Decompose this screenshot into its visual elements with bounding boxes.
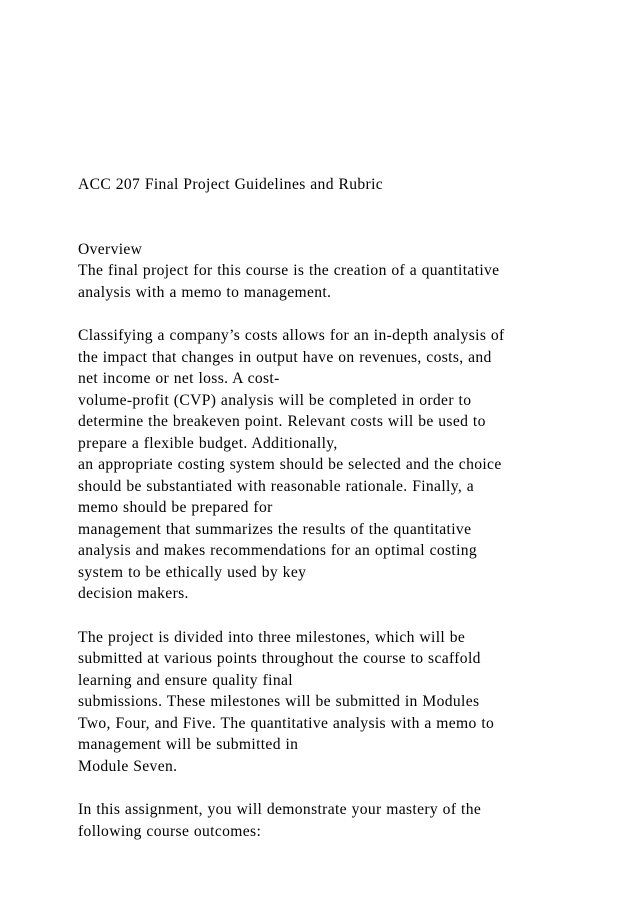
paragraph-line: learning and ensure quality final: [78, 671, 293, 689]
paragraph-line: following course outcomes:: [78, 822, 262, 840]
paragraph-line: Classifying a company’s costs allows for an in-depth analysis of: [78, 327, 505, 344]
paragraph-line: net income or net loss. A cost-: [78, 370, 280, 387]
paragraph-line: The project is divided into three milestones, which will be: [78, 628, 466, 646]
spacer: [78, 605, 578, 627]
paragraph-line: decision makers.: [78, 585, 189, 602]
paragraph-line: In this assignment, you will demonstrate your mastery of the: [78, 801, 482, 818]
paragraph-line: memo should be prepared for: [78, 499, 273, 516]
paragraph-line: should be substantiated with reasonable rationale. Finally, a: [78, 477, 474, 495]
paragraph-line: determine the breakeven point. Relevant costs will be used to: [78, 413, 486, 430]
paragraph-line: volume-profit (CVP) analysis will be completed in order to: [78, 391, 472, 409]
paragraph-intro: [78, 260, 578, 303]
paragraph-line: the impact that changes in output have on revenues, costs, and: [78, 348, 492, 366]
paragraph-line: submitted at various points throughout the course to scaffold: [78, 650, 481, 667]
paragraph-line: analysis with a memo to management.: [78, 283, 332, 301]
paragraph-line: prepare a flexible budget. Additionally,: [78, 434, 338, 452]
spacer: [78, 777, 578, 799]
paragraph-line: management will be submitted in: [78, 736, 299, 753]
paragraph-line: management that summarizes the results of the quantitative: [78, 520, 472, 538]
spacer: [78, 196, 578, 239]
paragraph-line: submissions. These milestones will be submitted in Modules: [78, 693, 480, 710]
document-body: [78, 174, 578, 842]
paragraph-line: an appropriate costing system should be selected and the choice: [78, 456, 502, 473]
paragraph-line: analysis and makes recommendations for an optimal costing: [78, 542, 478, 559]
paragraph-milestones: [78, 627, 578, 778]
paragraph-line: Module Seven.: [78, 757, 178, 775]
spacer: [78, 303, 578, 325]
paragraph-line: The final project for this course is the creation of a quantitative: [78, 262, 500, 279]
paragraph-line: Two, Four, and Five. The quantitative analysis with a memo to: [78, 714, 495, 732]
paragraph-classifying-costs: [78, 325, 578, 605]
document-title: ACC 207 Final Project Guidelines and Rubric: [78, 176, 384, 193]
overview-heading: Overview: [78, 240, 143, 258]
paragraph-outcomes: [78, 799, 578, 842]
paragraph-line: system to be ethically used by key: [78, 563, 307, 581]
